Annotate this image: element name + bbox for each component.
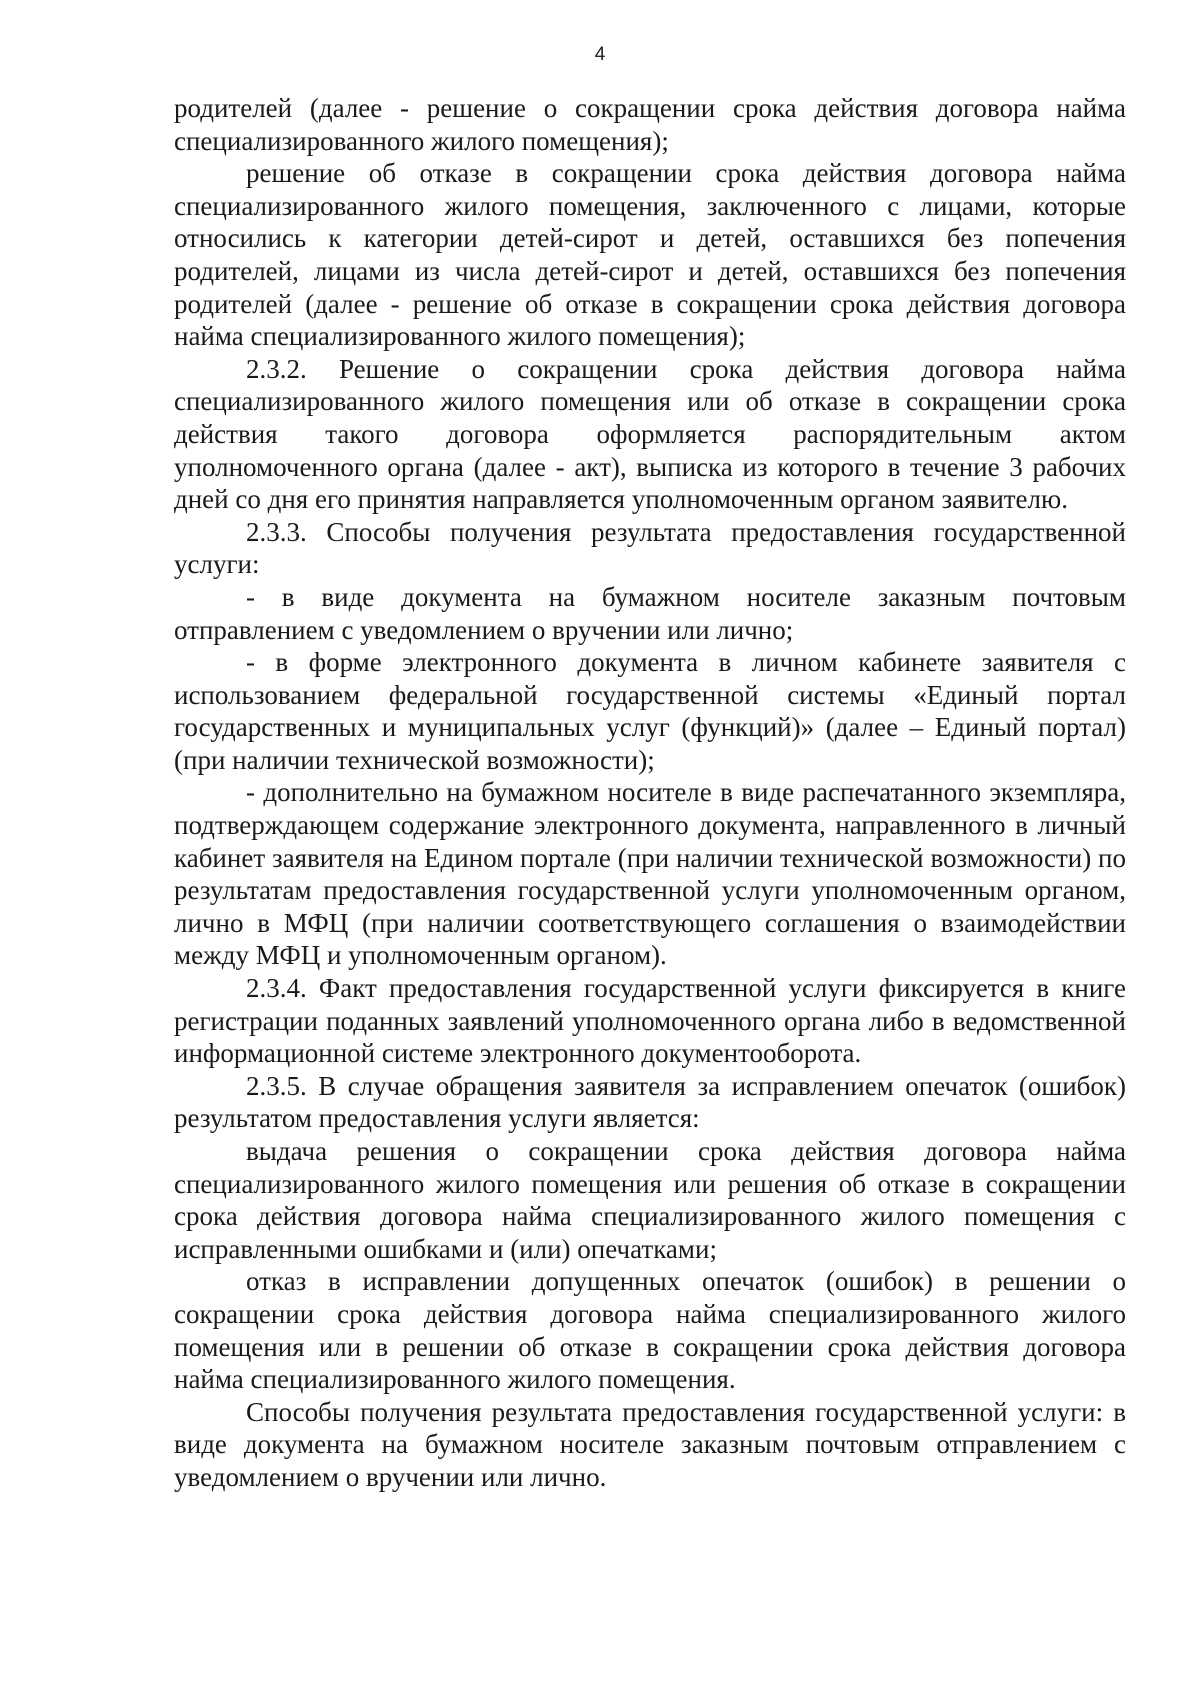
paragraph-2-3-3: 2.3.3. Способы получения результата предоставления государственной услуги: bbox=[174, 516, 1126, 580]
paragraph-2-3-2: 2.3.2. Решение о сокращении срока действия договора найма специализированного жилого помещения или об отказе в сокращении срока действия такого договора оформляется распорядительным актом уполномоченного органа (далее - акт), выписка из которого в течение 3 рабочих дней со дня его принятия направляется уполномоченным органом заявителю. bbox=[174, 353, 1126, 515]
paragraph-2-3-4: 2.3.4. Факт предоставления государственной услуги фиксируется в книге регистрации поданных заявлений уполномоченного органа либо в ведомственной информационной системе электронного документооборота. bbox=[174, 973, 1126, 1069]
page-number: 4 bbox=[594, 44, 606, 65]
paragraph-decision-shortening-end: родителей (далее - решение о сокращении срока действия договора найма специализированного жилого помещения); bbox=[174, 93, 1126, 156]
paragraph-result-methods: Способы получения результата предоставления государственной услуги: в виде документа на бумажном носителе заказным почтовым отправлением с уведомлением о вручении или лично. bbox=[174, 1396, 1126, 1492]
paragraph-2-3-5: 2.3.5. В случае обращения заявителя за исправлением опечаток (ошибок) результатом предоставления услуги является: bbox=[174, 1070, 1126, 1134]
list-item-printed-copy: - дополнительно на бумажном носителе в виде распечатанного экземпляра, подтверждающем содержание электронного документа, направленного в личный кабинет заявителя на Едином портале (при наличии технической возможности) по результатам предоставления государственной услуги уполномоченным органом, лично в МФЦ (при наличии соответствующего соглашения о взаимодействии между МФЦ и уполномоченным органом). bbox=[174, 777, 1126, 971]
document-body bbox=[174, 92, 1126, 1494]
list-item-electronic-document: - в форме электронного документа в личном кабинете заявителя с использованием федеральной государственной системы «Единый портал государственных и муниципальных услуг (функций)» (далее – Единый портал) (при наличии технической возможности); bbox=[174, 647, 1126, 775]
paragraph-decision-refusal: решение об отказе в сокращении срока действия договора найма специализированного жилого помещения, заключенного с лицами, которые относились к категории детей-сирот и детей, оставшихся без попечения родителей, лицами из числа детей-сирот и детей, оставшихся без попечения родителей (далее - решение об отказе в сокращении срока действия договора найма специализированного жилого помещения); bbox=[174, 158, 1126, 352]
paragraph-corrected-decision: выдача решения о сокращении срока действия договора найма специализированного жилого помещения или решения об отказе в сокращении срока действия договора найма специализированного жилого помещения с исправленными ошибками и (или) опечатками; bbox=[174, 1136, 1126, 1264]
list-item-paper-document: - в виде документа на бумажном носителе заказным почтовым отправлением с уведомлением о вручении или лично; bbox=[174, 581, 1126, 645]
paragraph-correction-refusal: отказ в исправлении допущенных опечаток (ошибок) в решении о сокращении срока действия договора найма специализированного жилого помещения или в решении об отказе в сокращении срока действия договора найма специализированного жилого помещения. bbox=[174, 1266, 1126, 1395]
